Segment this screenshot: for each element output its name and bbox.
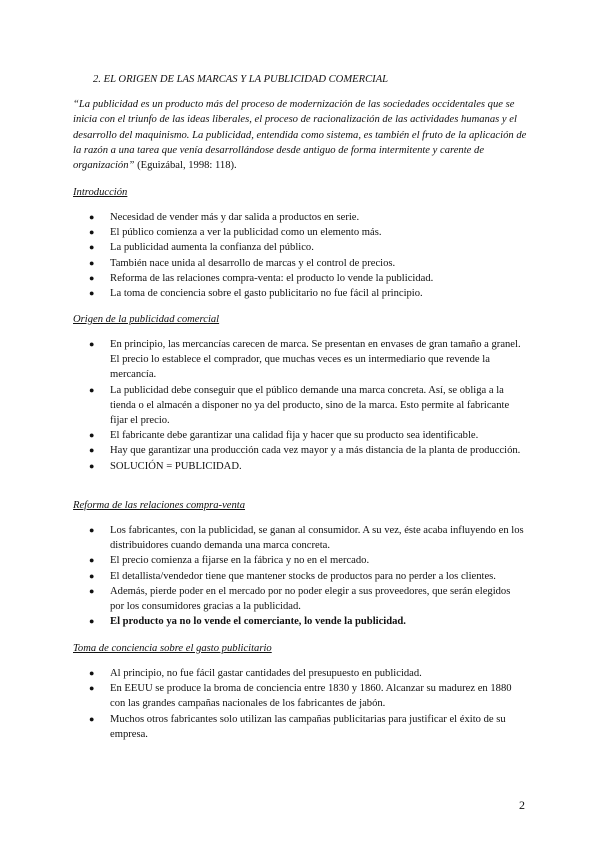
- bullet-icon: ●: [89, 713, 95, 724]
- quote-text: “La publicidad es un producto más del proceso de modernización de las sociedades occidentales que se inicia con el triunfo de las ideas liberales, el proceso de racionalización de las actividades humanas y el desarrollo del maquinismo. La publicidad, entendida como sistema, es también el fruto de la aplicación de la razón a una tarea que venía desarrollándose desde antiguo de forma intermitente y carente de organización”: [73, 99, 527, 172]
- bullet-icon: ●: [89, 257, 95, 268]
- list-item: ● El público comienza a ver la publicidad como un elemento más.: [0, 225, 526, 240]
- list-item: ● La publicidad aumenta la confianza del público.: [0, 240, 526, 255]
- section-title: 2. EL ORIGEN DE LAS MARCAS Y LA PUBLICIDAD COMERCIAL: [93, 74, 389, 85]
- bullet-icon: ●: [89, 288, 95, 299]
- list-item: ● Además, pierde poder en el mercado por no poder elegir a sus proveedores, que serán elegidos por los consumidores gracias a la publicidad.: [89, 585, 511, 613]
- bullet-icon: ●: [89, 668, 95, 678]
- list-origen: [0, 337, 600, 474]
- list-reforma: [0, 523, 600, 629]
- list-item: ● Reforma de las relaciones compra-venta: el producto lo vende la publicidad.: [0, 271, 526, 286]
- bullet-icon: ●: [89, 585, 95, 596]
- list-item: ● En EEUU se produce la broma de conciencia entre 1830 y 1860. Alcanzar su madurez en 1880 con las grandes campañas nacionales de los fabricantes de jabón.: [89, 683, 512, 710]
- bullet-icon: ●: [89, 570, 95, 581]
- list-item: ● Hay que garantizar una producción cada vez mayor y a más distancia de la planta de producción.: [0, 443, 526, 458]
- bullet-icon: ●: [89, 460, 95, 471]
- heading-reforma: Reforma de las relaciones compra-venta: [73, 500, 246, 511]
- list-toma-conciencia: [0, 666, 600, 742]
- list-item: ● SOLUCIÓN = PUBLICIDAD.: [0, 459, 526, 474]
- list-item: ● También nace unida al desarrollo de marcas y el control de precios.: [0, 256, 526, 271]
- list-item: ● La publicidad debe conseguir que el público demande una marca concreta. Así, se obliga a la tienda o el almacén a disponer no ya del producto, sino de la marca. Esto permite al fabricante fijar el precio.: [89, 384, 510, 427]
- list-item: ● La toma de conciencia sobre el gasto publicitario no fue fácil al principio.: [0, 286, 526, 301]
- heading-toma-conciencia: Toma de conciencia sobre el gasto publicitario: [73, 643, 272, 654]
- list-item: ● Al principio, no fue fácil gastar cantidades del presupuesto en publicidad.: [0, 666, 526, 681]
- bullet-icon: ●: [89, 384, 95, 395]
- page-number: 2: [519, 798, 525, 812]
- bullet-icon: ●: [89, 339, 95, 349]
- list-item: ● El detallista/vendedor tiene que mantener stocks de productos para no perder a los clientes.: [0, 569, 526, 584]
- list-item: ● El producto ya no lo vende el comerciante, lo vende la publicidad.: [0, 614, 526, 629]
- quote-citation: (Eguizábal, 1998: 118).: [134, 160, 237, 172]
- bullet-icon: ●: [89, 683, 95, 694]
- heading-introduccion: Introducción: [73, 187, 128, 198]
- list-item: ● El fabricante debe garantizar una calidad fija y hacer que su producto sea identificable.: [0, 428, 526, 443]
- bullet-icon: ●: [89, 430, 95, 441]
- list-item: ● Necesidad de vender más y dar salida a productos en serie.: [0, 210, 526, 225]
- bullet-icon: ●: [89, 525, 95, 535]
- bullet-icon: ●: [89, 227, 95, 238]
- list-item: ● El precio comienza a fijarse en la fábrica y no en el mercado.: [0, 553, 526, 568]
- bullet-icon: ●: [89, 616, 95, 627]
- bullet-icon: ●: [89, 242, 95, 253]
- heading-origen: Origen de la publicidad comercial: [73, 314, 220, 325]
- list-item: ● Muchos otros fabricantes solo utilizan las campañas publicitarias para justificar el éxito de su empresa.: [89, 713, 506, 740]
- list-introduccion: [0, 210, 600, 301]
- bullet-icon: ●: [89, 555, 95, 566]
- list-item: ● En principio, las mercancías carecen de marca. Se presentan en envases de gran tamaño a granel. El precio lo establece el comprador, que muchas veces es un intermediario que revende la mercancía.: [89, 339, 521, 381]
- opening-quote: [73, 97, 531, 173]
- bullet-icon: ●: [89, 272, 95, 283]
- bullet-icon: ●: [89, 445, 95, 456]
- list-item: ● Los fabricantes, con la publicidad, se ganan al consumidor. A su vez, éste acaba influyendo en los distribuidores cuando demanda una marca concreta.: [89, 525, 524, 552]
- bullet-icon: ●: [89, 212, 95, 222]
